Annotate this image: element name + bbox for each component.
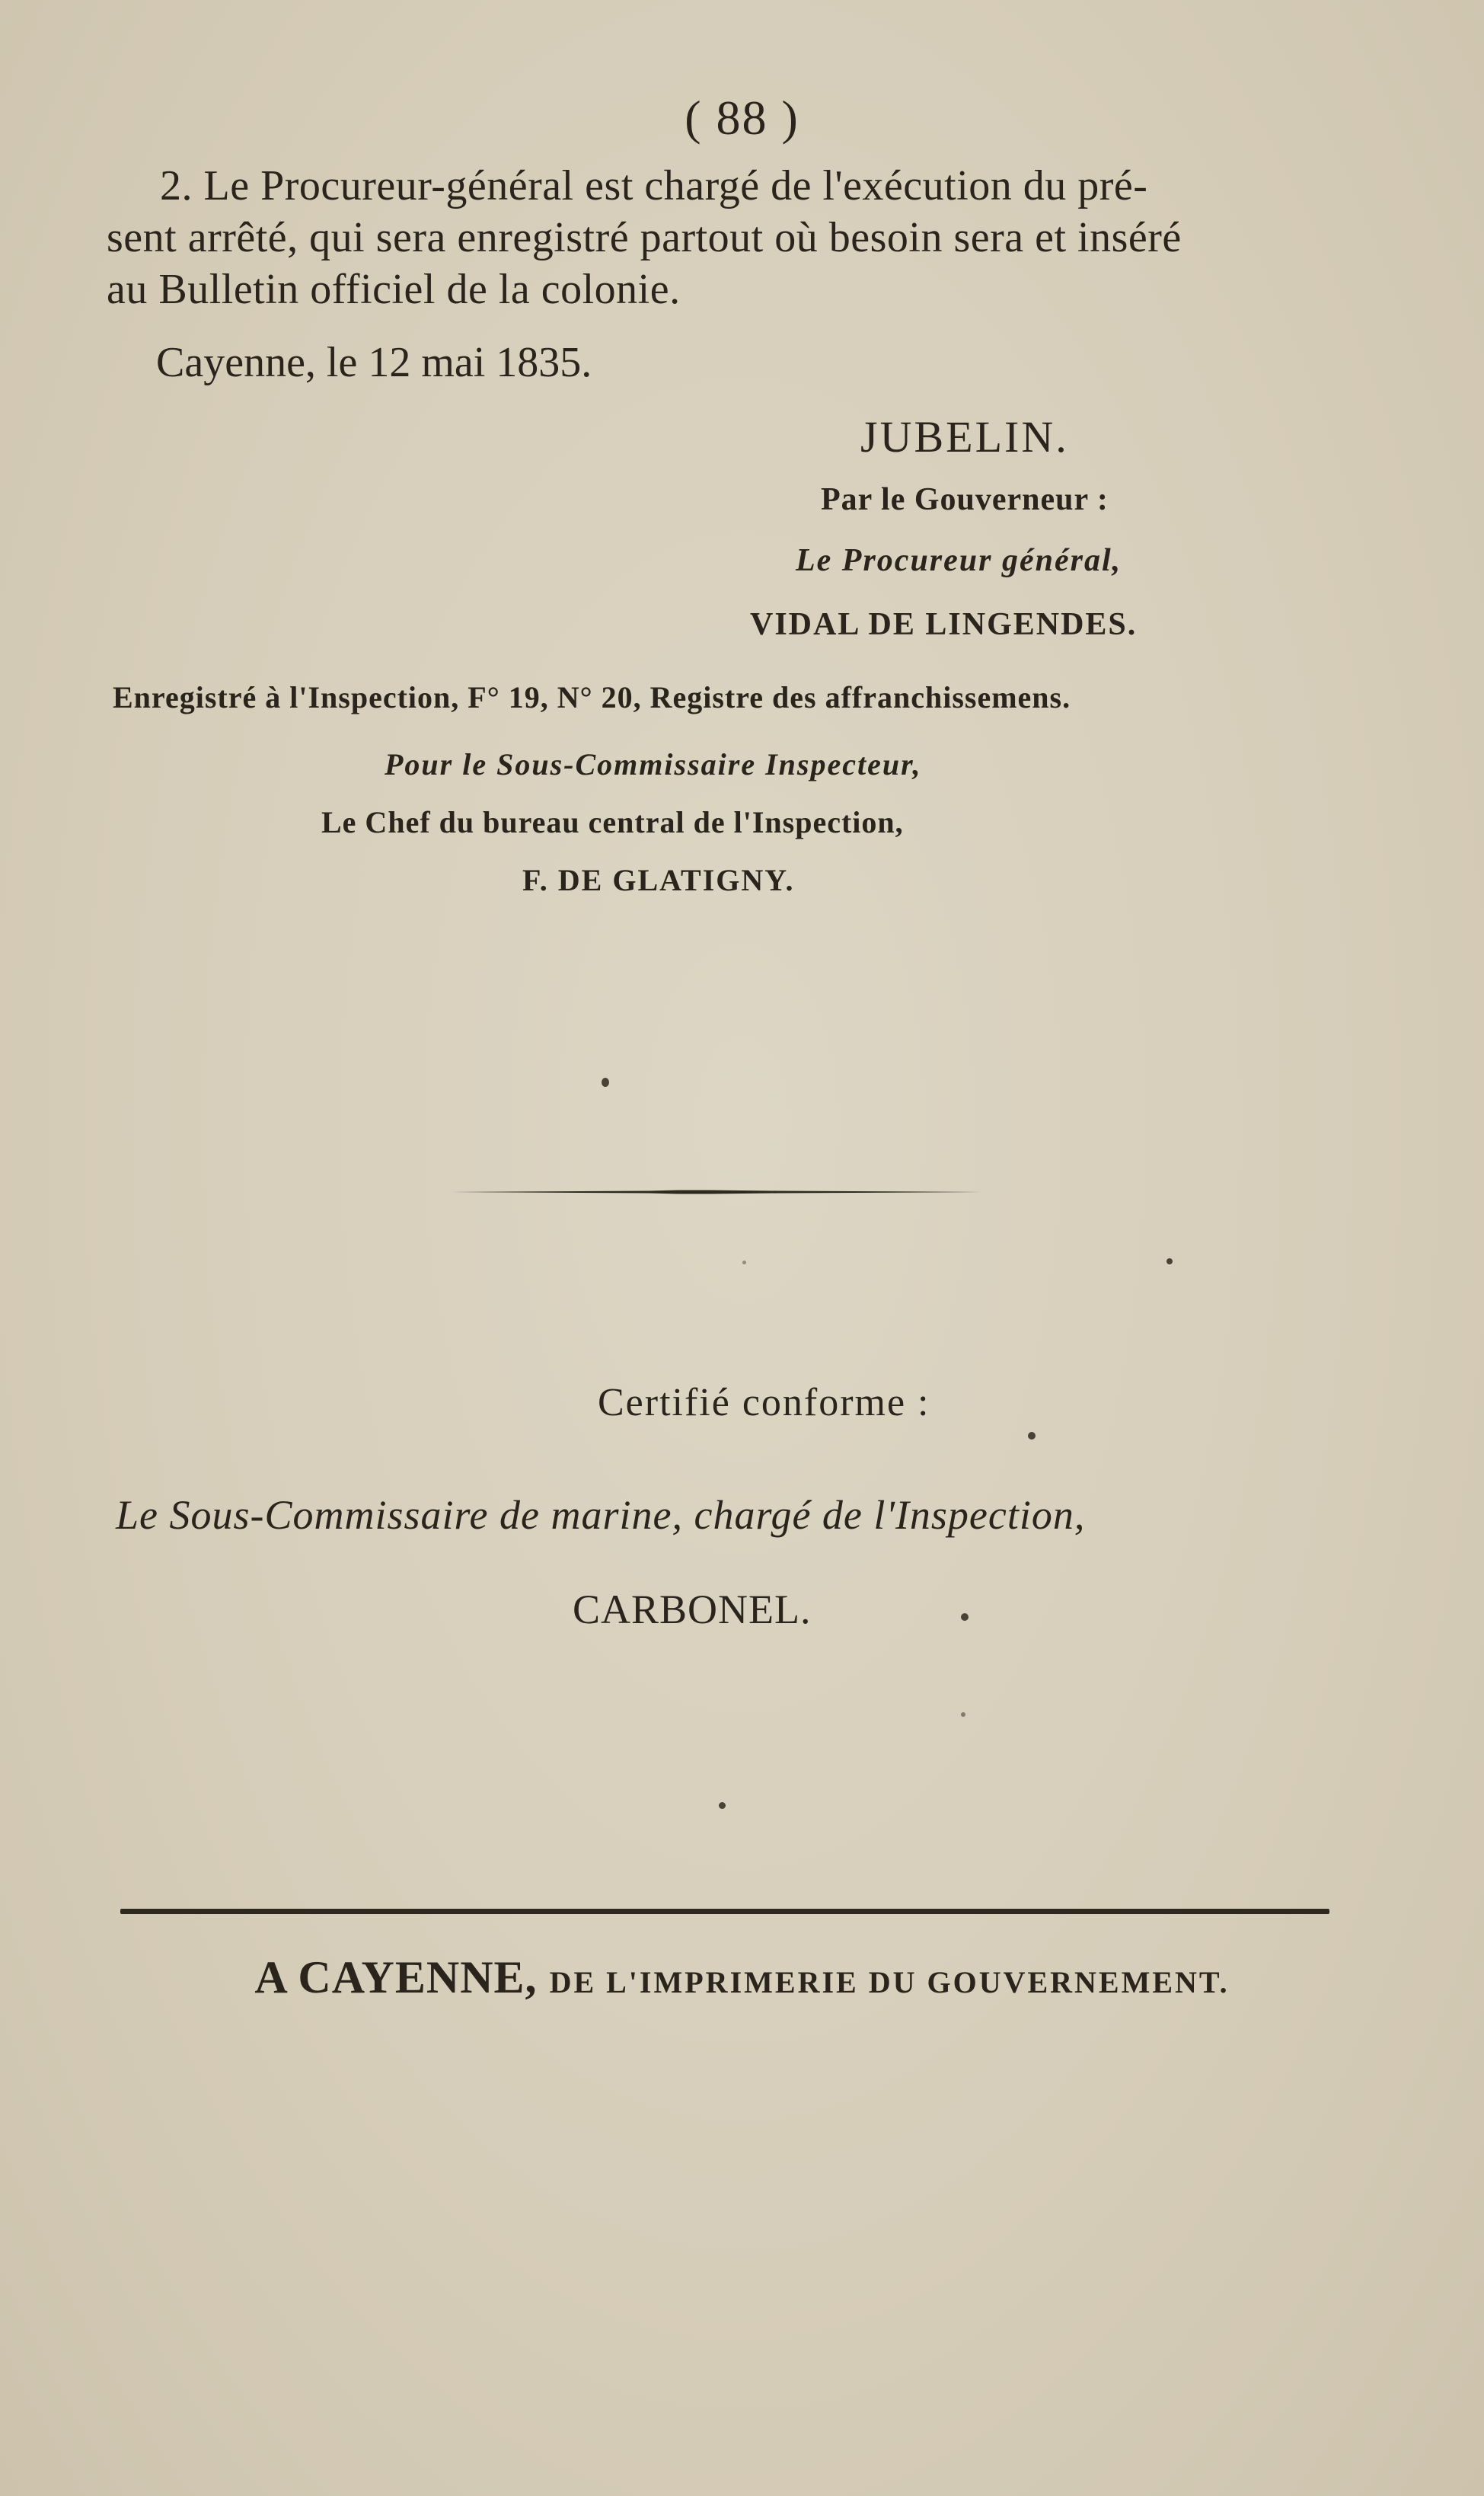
registration-name: F. DE GLATIGNY. xyxy=(522,863,795,897)
page-number: ( 88 ) xyxy=(685,91,799,145)
registration-for-line: Pour le Sous-Commissaire Inspecteur, xyxy=(385,747,922,781)
certification-line: Certifié conforme : xyxy=(598,1381,930,1424)
ink-speck xyxy=(602,1078,609,1087)
ink-speck xyxy=(961,1712,965,1717)
certification-title: Le Sous-Commissaire de marine, chargé de l'Inspection, xyxy=(116,1492,1086,1538)
body-line-3: au Bulletin officiel de la colonie. xyxy=(107,266,681,313)
printer-prefix: A CAYENNE, xyxy=(254,1952,538,2002)
signatory-title: Le Procureur général, xyxy=(796,543,1122,578)
signatory-name: JUBELIN. xyxy=(860,412,1069,462)
ink-speck xyxy=(742,1261,746,1264)
ink-speck xyxy=(961,1613,969,1621)
printer-imprint xyxy=(0,1951,1484,2004)
thick-rule xyxy=(120,1909,1329,1914)
ornamental-rule xyxy=(451,1190,981,1194)
ink-speck xyxy=(1028,1432,1036,1440)
date-line: Cayenne, le 12 mai 1835. xyxy=(156,339,592,386)
ink-speck xyxy=(719,1802,726,1809)
registration-chief-line: Le Chef du bureau central de l'Inspection, xyxy=(321,805,904,839)
ink-speck xyxy=(1166,1258,1173,1264)
registration-line: Enregistré à l'Inspection, F° 19, N° 20, Registre des affranchissemens. xyxy=(113,680,1071,714)
printer-rest: DE L'IMPRIMERIE DU GOUVERNEMENT. xyxy=(549,1965,1230,1999)
signatory-by-line: Par le Gouverneur : xyxy=(821,482,1109,517)
countersignatory-name: VIDAL DE LINGENDES. xyxy=(750,607,1138,642)
body-line-2: sent arrêté, qui sera enregistré partout où besoin sera et inséré xyxy=(107,214,1182,261)
certification-name: CARBONEL. xyxy=(573,1587,812,1632)
body-line-1: 2. Le Procureur-général est chargé de l'exécution du pré- xyxy=(160,162,1148,209)
